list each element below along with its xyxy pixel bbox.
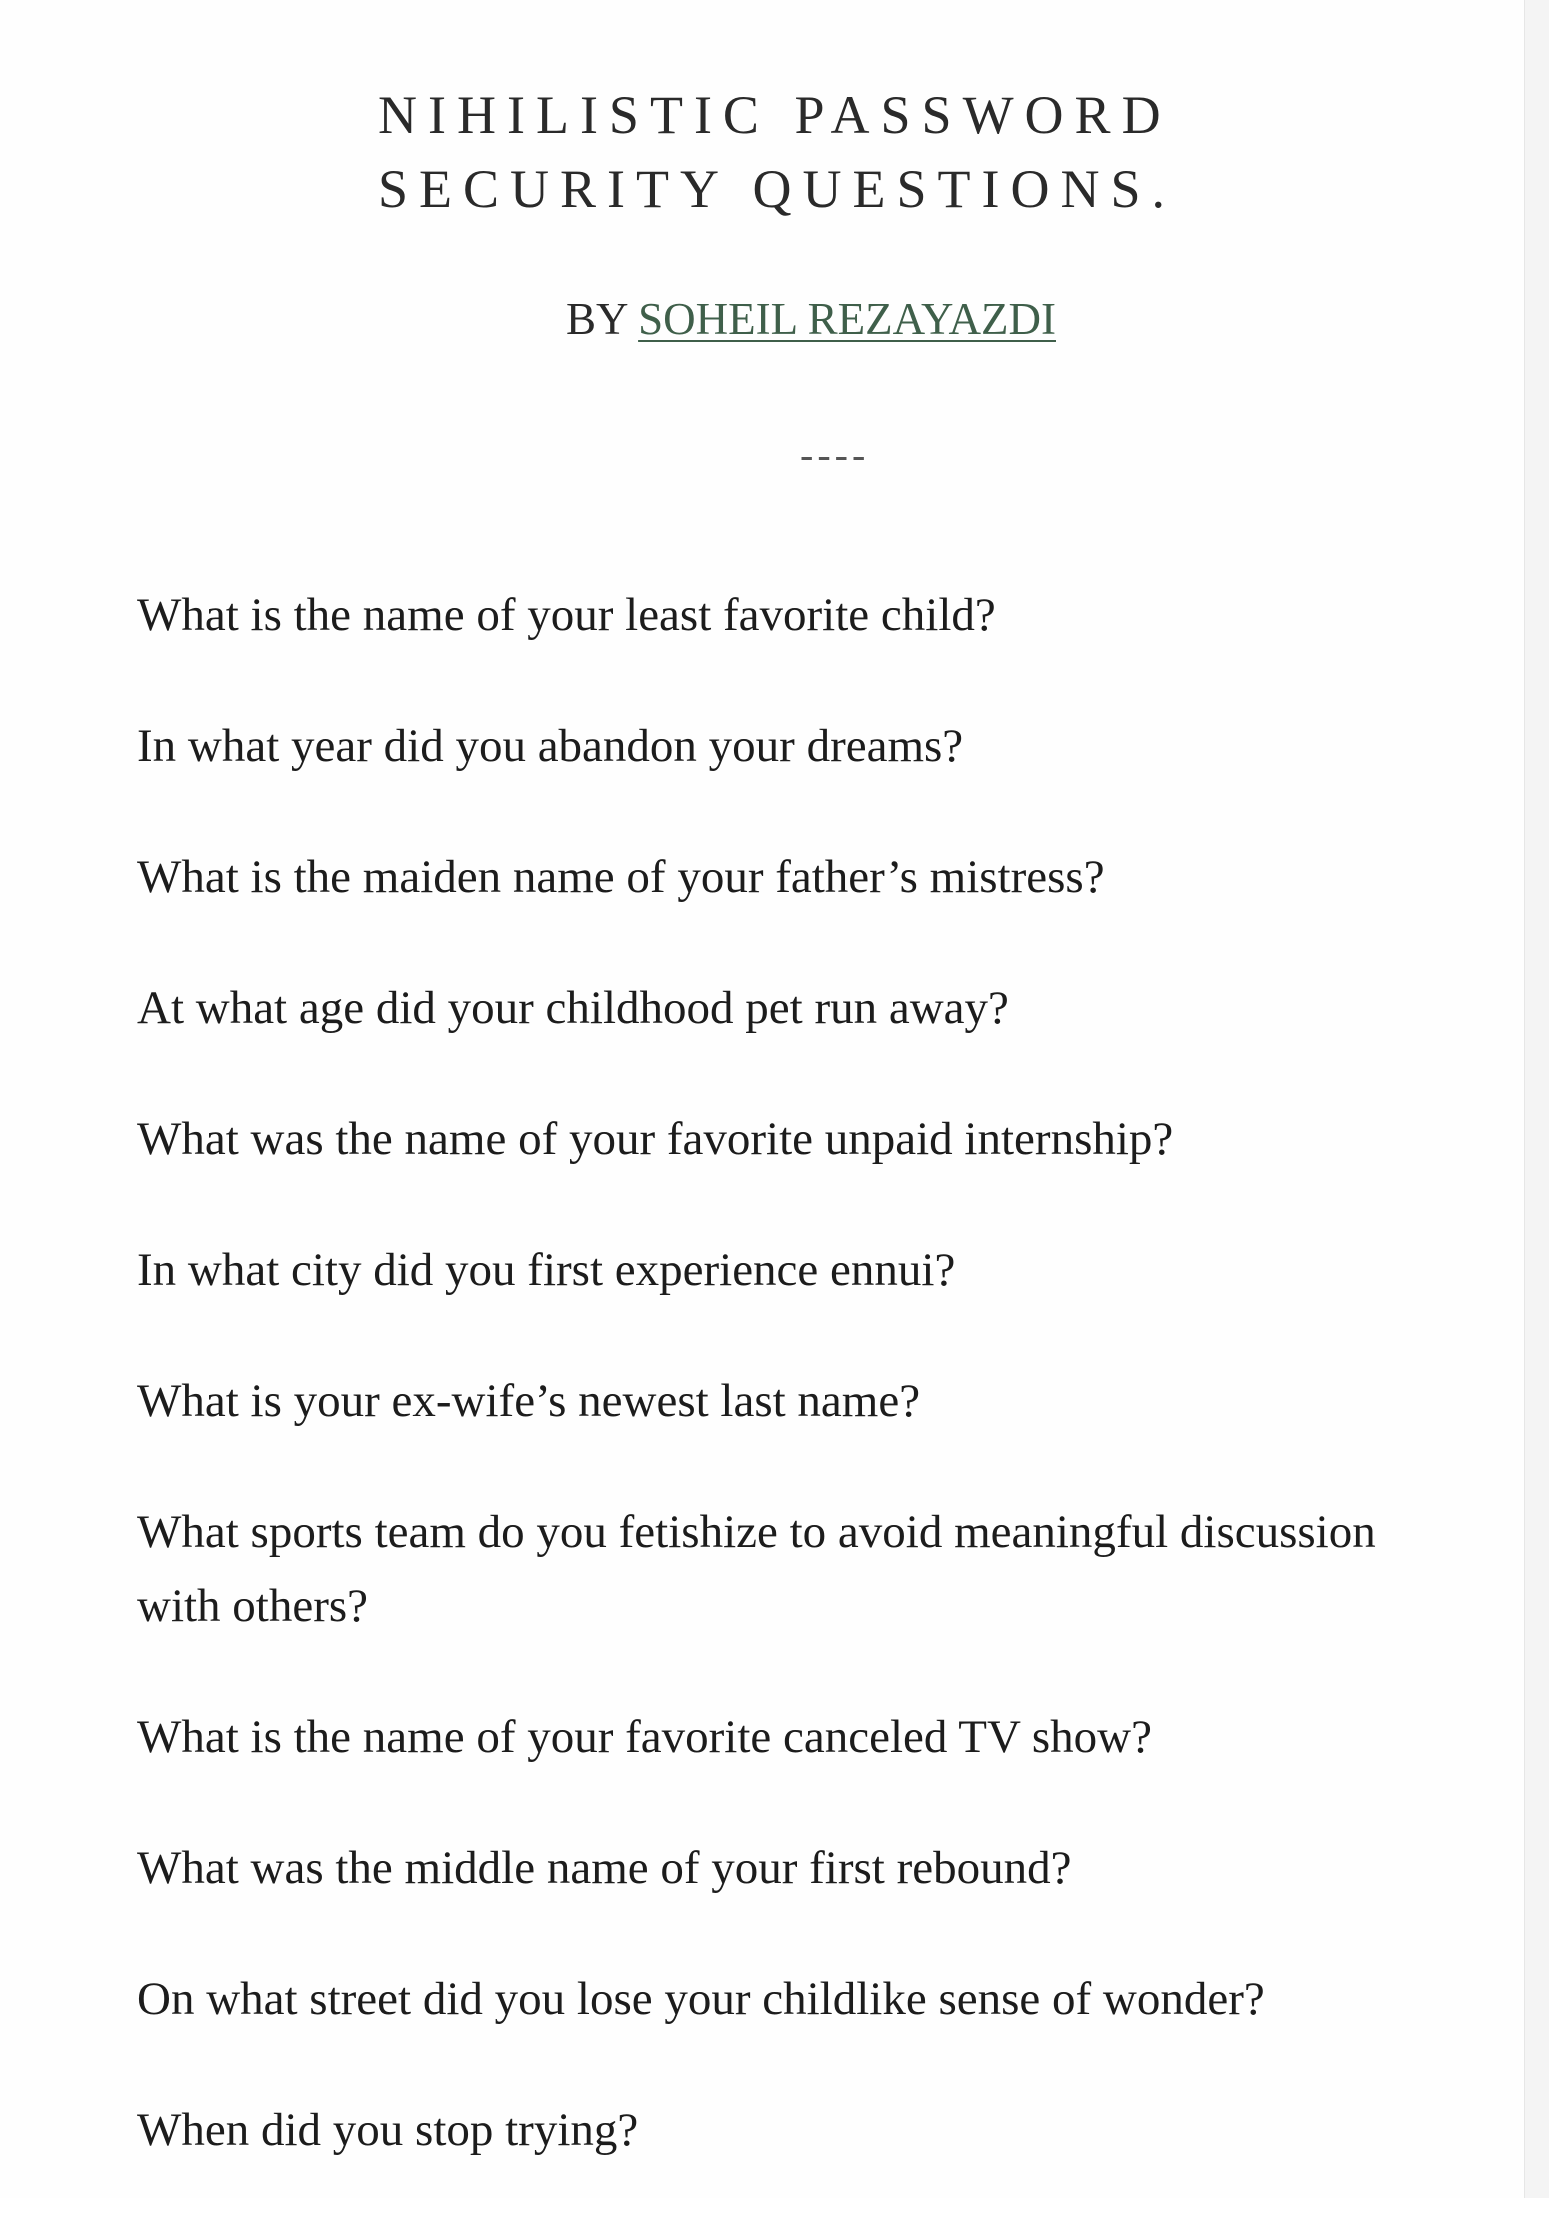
question-item: What sports team do you fetishize to avoid meaningful discussion with others? <box>137 1506 1376 1632</box>
section-divider: ---- <box>800 432 870 477</box>
question-item: What was the middle name of your first rebound? <box>137 1842 1072 1894</box>
question-item: In what year did you abandon your dreams? <box>137 720 964 772</box>
page-title <box>378 78 1176 226</box>
question-item: What is the name of your least favorite child? <box>137 589 996 641</box>
byline-prefix: BY <box>566 294 627 344</box>
page-edge <box>1524 0 1549 2198</box>
question-item: In what city did you first experience ennui? <box>137 1244 956 1296</box>
question-item: When did you stop trying? <box>137 2104 639 2156</box>
question-item: At what age did your childhood pet run away? <box>137 982 1009 1034</box>
title-line-1: NIHILISTIC PASSWORD <box>378 85 1172 145</box>
question-item: What is the maiden name of your father’s mistress? <box>137 851 1105 903</box>
question-item: What is your ex-wife’s newest last name? <box>137 1375 921 1427</box>
question-item: On what street did you lose your childlike sense of wonder? <box>137 1973 1265 2025</box>
question-item: What was the name of your favorite unpaid internship? <box>137 1113 1174 1165</box>
question-item: What is the name of your favorite canceled TV show? <box>137 1711 1152 1763</box>
title-line-2: SECURITY QUESTIONS. <box>378 159 1177 219</box>
questions-list <box>137 578 1517 2224</box>
byline <box>566 292 1056 346</box>
author-link[interactable]: SOHEIL REZAYAZDI <box>638 294 1056 344</box>
